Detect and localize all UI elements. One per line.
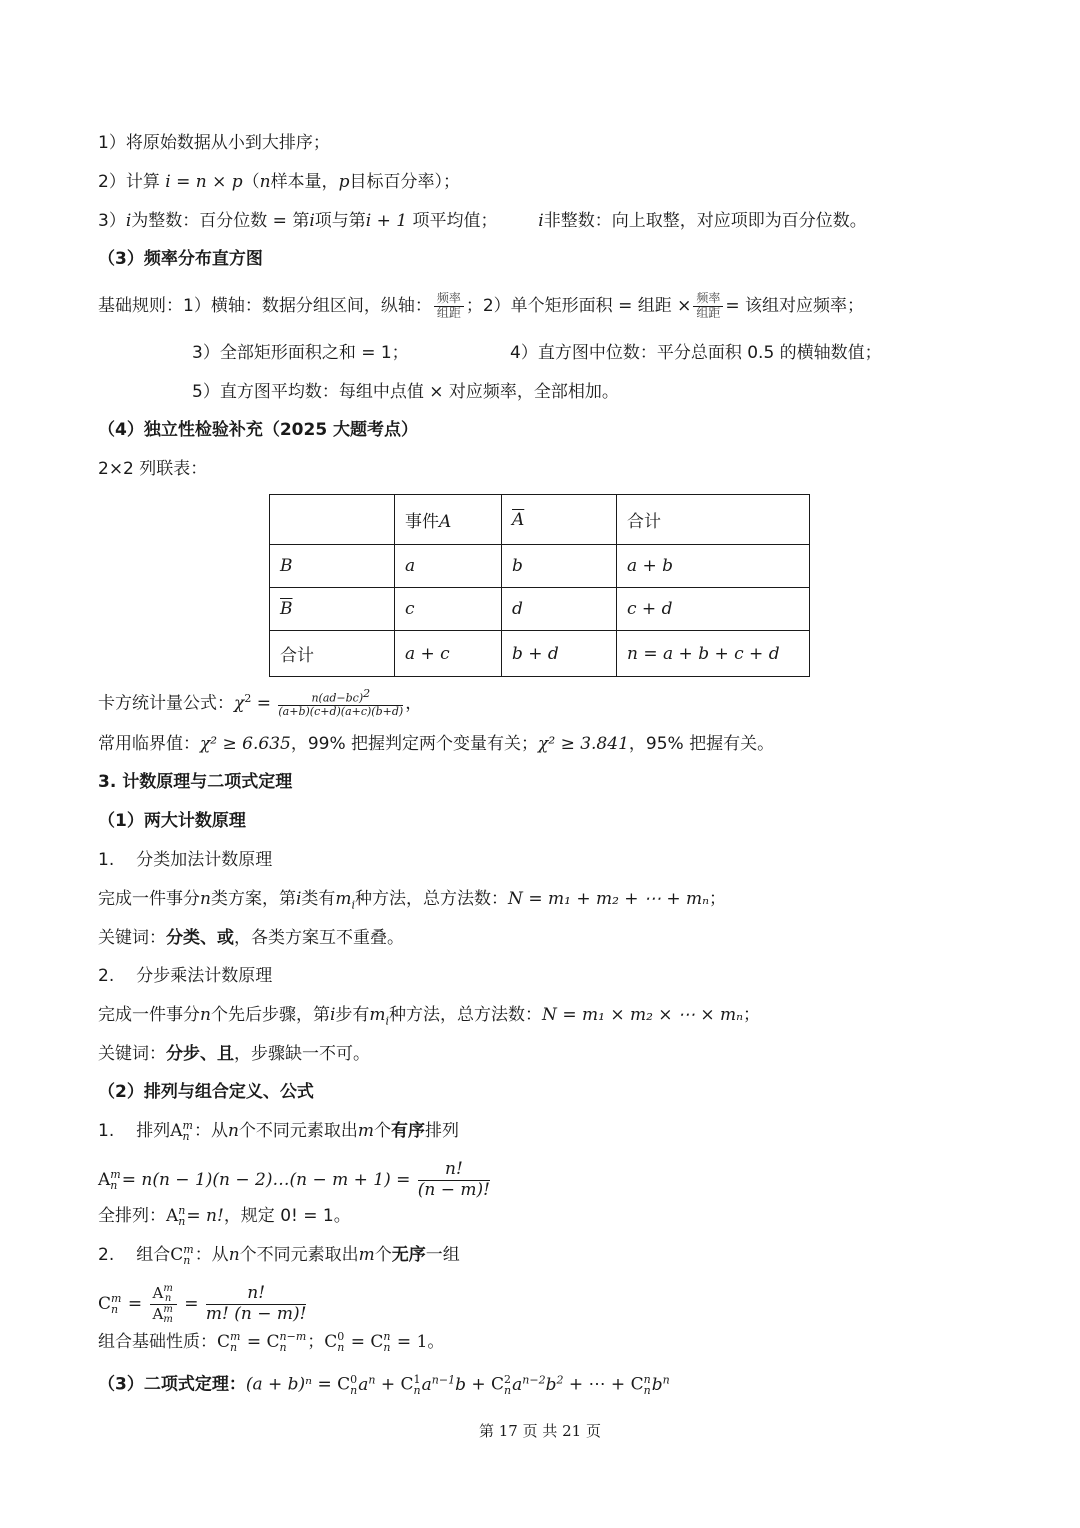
- table-cell: B: [270, 545, 395, 588]
- table-cell: $\overline{B}$: [270, 588, 395, 631]
- binomial-theorem: （3）二项式定理：(a + b)ⁿ = C 0 n $a^n + C$ 1 n $a^{n-1}b + C$ 2 n $a^{n-2}b^2$ + ⋯ + C n n $b^n$: [98, 1372, 670, 1397]
- permcomb-heading: （2）排列与组合定义、公式: [98, 1082, 314, 1102]
- multiplication-principle-title: 2. 分步乘法计数原理: [98, 966, 273, 986]
- percentile-step-1: 1）将原始数据从小到大排序；: [98, 133, 330, 153]
- table-cell: c + d: [617, 588, 810, 631]
- table-cell: b + d: [502, 631, 617, 677]
- table-row: [270, 588, 810, 631]
- addition-principle-title: 1. 分类加法计数原理: [98, 850, 273, 870]
- independence-heading: （4）独立性检验补充（2025 大题考点）: [98, 420, 419, 440]
- permutation-definition: 1. 排列A m n ：从n个不同元素取出m个有序排列: [98, 1119, 460, 1143]
- multiplication-principle-desc: 完成一件事分n个先后步骤，第i步有$m_i$种方法，总方法数：N = m₁ × m₂ × ⋯ × mₙ；: [98, 1005, 761, 1028]
- table-cell: [270, 495, 395, 545]
- table-cell: a + b: [617, 545, 810, 588]
- table-row: [270, 495, 810, 545]
- table-cell: d: [502, 588, 617, 631]
- table-cell: a: [395, 545, 502, 588]
- full-permutation: 全排列：A n n = n!，规定 0! = 1。: [98, 1204, 351, 1228]
- histogram-heading: （3）频率分布直方图: [98, 249, 263, 269]
- histogram-rule-4: 4）直方图中位数：平分总面积 0.5 的横轴数值；: [510, 343, 882, 363]
- combination-formula: C m n = A m n A m m = $\frac{n!}{m! (n - m)!}$: [98, 1282, 307, 1325]
- table-row: [270, 545, 810, 588]
- table-cell: 合计: [270, 631, 395, 677]
- contingency-table: [269, 494, 810, 677]
- percentile-step-2: 2）计算 i = n × p（n样本量，p目标百分率）；: [98, 172, 460, 192]
- counting-heading: 3. 计数原理与二项式定理: [98, 772, 293, 792]
- chi-square-formula: 卡方统计量公式：$\chi^2$ = $\frac{n(ad-bc)^2}{(a+b)(c+d)(a+c)(b+d)}$ ，: [98, 687, 423, 719]
- contingency-label: 2×2 列联表：: [98, 459, 208, 479]
- table-cell: 事件A: [395, 495, 502, 545]
- table-cell: c: [395, 588, 502, 631]
- histogram-rule-5: 5）直方图平均数：每组中点值 × 对应频率，全部相加。: [192, 382, 619, 402]
- addition-keywords: 关键词：分类、或，各类方案互不重叠。: [98, 928, 404, 948]
- page-footer: 第 17 页 共 21 页: [478, 1422, 601, 1440]
- multiplication-keywords: 关键词：分步、且，步骤缺一不可。: [98, 1044, 370, 1064]
- addition-principle-desc: 完成一件事分n类方案，第i类有$m_i$种方法，总方法数：N = m₁ + m₂ + ⋯ + mₙ；: [98, 889, 727, 912]
- chi-square-fraction: $\frac{n(ad-bc)^2}{(a+b)(c+d)(a+c)(b+d)}$: [278, 687, 404, 719]
- table-cell: $\overline{A}$: [502, 495, 617, 545]
- table-cell: b: [502, 545, 617, 588]
- critical-values: 常用临界值：χ² ≥ 6.635，99% 把握判定两个变量有关；χ² ≥ 3.841，95% 把握有关。: [98, 734, 775, 754]
- percentile-step-3: 3）i为整数：百分位数 = 第i项与第i + 1 项平均值； i非整数：向上取整，对应项即为百分位数。: [98, 211, 867, 231]
- combination-properties: 组合基础性质：C m n = C n−m n ；C 0 n = C n n = 1。: [98, 1330, 445, 1354]
- histogram-rule-3: 3）全部矩形面积之和 = 1；: [192, 343, 409, 363]
- table-cell: a + c: [395, 631, 502, 677]
- histogram-rule-1-2: 基础规则：1）横轴：数据分组区间，纵轴： $\frac{\text{频率}}{\text{组距}}$ ；2）单个矩形面积 = 组距 × $\frac{\text{频率}}{\text{组距}}$ = 该组对应频率；: [98, 290, 865, 320]
- table-cell: n = a + b + c + d: [617, 631, 810, 677]
- combination-definition: 2. 组合C m n ：从n个不同元素取出m个无序一组: [98, 1243, 460, 1267]
- frac-freq-width-2: $\frac{\text{频率}}{\text{组距}}$: [693, 292, 723, 321]
- permutation-formula: A m n = n(n − 1)(n − 2)…(n − m + 1) = $\frac{n!}{(n - m)!}$: [98, 1158, 491, 1200]
- table-row: [270, 631, 810, 677]
- frac-freq-width: $\frac{\text{频率}}{\text{组距}}$: [434, 292, 464, 321]
- table-cell: 合计: [617, 495, 810, 545]
- formula-i-np: i = n × p: [165, 172, 243, 192]
- counting-subheading-1: （1）两大计数原理: [98, 811, 246, 831]
